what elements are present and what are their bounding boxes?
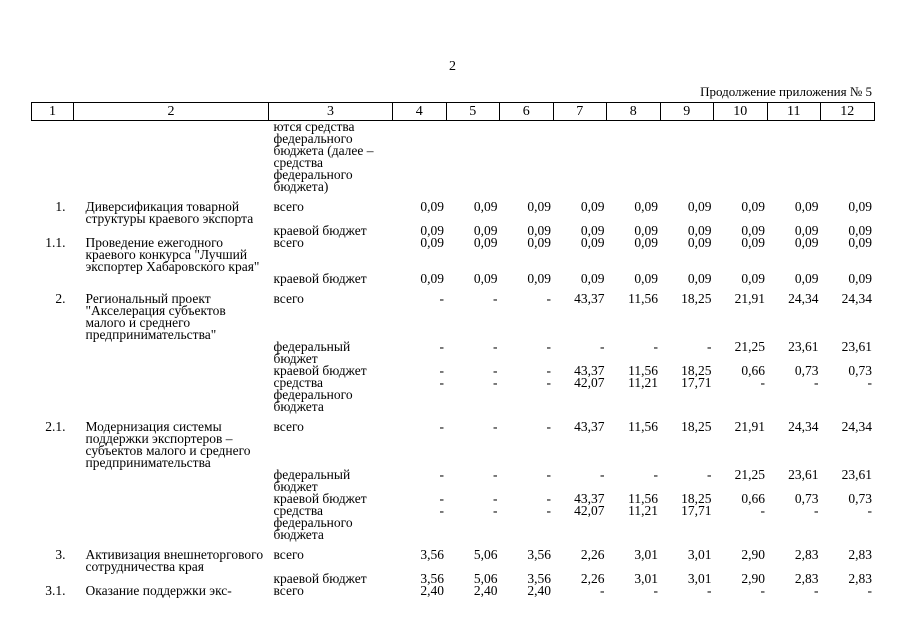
value-cell: 21,91 [734,291,765,306]
value-cell: 43,37 [574,419,605,434]
value-cell: 0,09 [741,271,765,286]
value-cell: - [707,339,712,354]
column-header: 4 [393,103,447,121]
value-cell: - [546,339,551,354]
row-number: 3.1. [45,583,66,598]
value-cell: 0,09 [473,235,498,250]
row-number [32,365,74,377]
value-cell: - [546,503,551,518]
value-cell: 42,07 [574,375,605,390]
value-cell: 2,40 [473,583,498,598]
value-cell: 3,56 [527,571,551,586]
value-cell: - [439,363,444,378]
value-cell: 21,91 [734,419,765,434]
value-cell: 23,61 [841,467,872,482]
value-cell: 0,09 [634,223,658,238]
measure-name [74,469,269,493]
value-cell: 23,61 [841,339,872,354]
funding-source: краевой бюджет [273,271,367,286]
column-header: 10 [714,103,768,121]
value-cell: - [867,375,872,390]
measure-name [74,377,269,413]
value-cell: - [439,467,444,482]
measure-name [74,341,269,365]
table-row [32,413,875,469]
value-cell: 24,34 [788,291,819,306]
table-body [32,121,875,598]
value-cell: 0,09 [794,199,819,214]
value-cell: - [493,339,498,354]
value-cell: - [546,291,551,306]
value-cell: 21,25 [734,467,765,482]
value-cell: - [493,467,498,482]
value-cell: 17,71 [681,503,712,518]
measure-name [74,365,269,377]
value-cell [500,121,554,194]
row-number [32,273,74,285]
value-cell: - [493,291,498,306]
value-cell: - [493,503,498,518]
value-cell: 0,09 [794,223,819,238]
column-number-row [32,103,875,121]
value-cell: 24,34 [788,419,819,434]
table-row [32,365,875,377]
value-cell: - [600,583,605,598]
value-cell: 0,09 [741,235,765,250]
value-cell: 0,09 [687,223,712,238]
value-cell: 18,25 [681,363,712,378]
table-row [32,237,875,273]
value-cell: 0,09 [420,235,444,250]
table-row [32,273,875,285]
table-row [32,505,875,541]
value-cell: - [439,491,444,506]
value-cell: 0,09 [848,271,872,286]
funding-source: федеральный бюджет [273,467,351,494]
funding-source: всего [273,547,304,562]
value-cell: 2,40 [527,583,551,598]
funding-source: краевой бюджет [273,363,367,378]
measure-name: Диверсификация товарной структуры краевого экспорта [85,199,254,226]
table-row [32,121,875,194]
page-number: 2 [449,59,456,74]
value-cell: 2,26 [580,547,605,562]
value-cell: - [653,467,658,482]
value-cell: 0,09 [473,223,498,238]
value-cell: 2,40 [420,583,444,598]
value-cell: 17,71 [681,375,712,390]
value-cell [553,121,607,194]
value-cell: 43,37 [574,363,605,378]
value-cell: - [546,375,551,390]
value-cell: - [707,467,712,482]
value-cell: 3,56 [527,547,551,562]
value-cell: 5,06 [473,547,498,562]
value-cell: 24,34 [841,291,872,306]
value-cell: 0,66 [741,491,765,506]
column-header: 6 [500,103,554,121]
value-cell: - [546,491,551,506]
value-cell [660,121,714,194]
value-cell: 3,01 [634,547,658,562]
table-row [32,377,875,413]
value-cell: 0,09 [687,271,712,286]
value-cell: 0,73 [848,363,872,378]
measure-name [74,273,269,285]
value-cell [446,121,500,194]
measure-name [74,505,269,541]
value-cell: - [814,375,819,390]
value-cell: 0,09 [687,235,712,250]
column-header: 8 [607,103,661,121]
value-cell: - [439,339,444,354]
column-header: 3 [269,103,393,121]
table-row [32,341,875,365]
funding-source: федеральный бюджет [273,339,351,366]
row-number: 3. [55,547,66,562]
column-header: 11 [767,103,821,121]
column-header: 1 [32,103,74,121]
value-cell: 43,37 [574,491,605,506]
funding-source: краевой бюджет [273,223,367,238]
value-cell: 0,09 [848,199,872,214]
value-cell: 0,09 [848,235,872,250]
value-cell: 18,25 [681,491,712,506]
value-cell: - [493,419,498,434]
measure-name [74,121,269,194]
value-cell: 11,56 [628,419,658,434]
value-cell: - [546,363,551,378]
value-cell: - [493,375,498,390]
table-row [32,469,875,493]
value-cell: 0,09 [687,199,712,214]
value-cell: 0,09 [420,271,444,286]
value-cell: 0,73 [794,363,819,378]
value-cell: 0,09 [634,235,658,250]
funding-source: всего [273,419,304,434]
budget-table [31,102,875,597]
value-cell: 42,07 [574,503,605,518]
value-cell: - [493,491,498,506]
funding-source: краевой бюджет [273,491,367,506]
table-row [32,193,875,225]
funding-source: всего [273,199,304,214]
value-cell: - [867,583,872,598]
value-cell: - [493,363,498,378]
value-cell: 2,83 [794,571,819,586]
value-cell [821,121,875,194]
value-cell: 23,61 [788,339,819,354]
value-cell: 0,09 [527,235,551,250]
value-cell: 11,56 [628,291,658,306]
column-header: 2 [74,103,269,121]
value-cell: - [439,503,444,518]
measure-name [74,493,269,505]
value-cell: 2,26 [580,571,605,586]
measure-name: Региональный проект "Акселерация субъектов малого и среднего предпринимательства" [85,291,226,342]
table-row [32,585,875,597]
funding-source: средства федерального бюджета [273,375,353,414]
row-number [32,121,74,194]
value-cell: 0,09 [473,271,498,286]
value-cell: 3,01 [687,571,712,586]
value-cell: - [814,503,819,518]
funding-source: всего [273,235,304,250]
value-cell: 0,09 [580,223,605,238]
value-cell [714,121,768,194]
value-cell: - [707,583,712,598]
column-header: 9 [660,103,714,121]
value-cell: 2,90 [741,547,765,562]
value-cell: 0,09 [527,223,551,238]
column-header: 5 [446,103,500,121]
value-cell: - [439,375,444,390]
value-cell: 23,61 [788,467,819,482]
value-cell: - [760,503,765,518]
value-cell: 18,25 [681,419,712,434]
value-cell: 43,37 [574,291,605,306]
value-cell: 0,09 [580,199,605,214]
value-cell: 11,56 [628,363,658,378]
value-cell: 0,09 [794,235,819,250]
column-header: 12 [821,103,875,121]
value-cell: 0,73 [794,491,819,506]
row-number: 2. [55,291,66,306]
column-header: 7 [553,103,607,121]
value-cell: 0,09 [420,223,444,238]
value-cell: 0,09 [634,199,658,214]
value-cell: 0,09 [741,223,765,238]
value-cell: - [439,419,444,434]
table-row [32,493,875,505]
value-cell: 3,01 [687,547,712,562]
row-number [32,377,74,413]
appendix-continuation-note: Продолжение приложения № 5 [700,84,872,99]
value-cell: 0,09 [741,199,765,214]
funding-source: ются средства федерального бюджета (далее – средства федерального бюджета) [273,119,374,194]
value-cell: 0,09 [580,271,605,286]
value-cell: 2,90 [741,571,765,586]
value-cell: 2,83 [794,547,819,562]
value-cell: - [600,339,605,354]
value-cell: - [439,291,444,306]
value-cell: 0,73 [848,491,872,506]
value-cell: - [760,583,765,598]
value-cell: - [546,419,551,434]
value-cell: 11,56 [628,491,658,506]
value-cell: - [814,583,819,598]
value-cell: - [653,339,658,354]
measure-name: Оказание поддержки экс- [85,583,232,598]
row-number: 2.1. [45,419,66,434]
value-cell: 3,56 [420,547,444,562]
funding-source: всего [273,583,304,598]
value-cell: 11,21 [628,375,658,390]
value-cell [767,121,821,194]
row-number [32,493,74,505]
value-cell: 0,09 [473,199,498,214]
value-cell: - [760,375,765,390]
value-cell: - [867,503,872,518]
value-cell: 0,09 [794,271,819,286]
value-cell: 0,66 [741,363,765,378]
value-cell: 3,01 [634,571,658,586]
row-number [32,505,74,541]
value-cell: 0,09 [420,199,444,214]
measure-name: Проведение ежегодного краевого конкурса "Лучший экспортер Хабаровского края" [85,235,260,274]
measure-name: Модернизация системы поддержки экспортеров – субъектов малого и среднего предпринимательства [85,419,251,470]
value-cell: 0,09 [527,199,551,214]
value-cell: 11,21 [628,503,658,518]
value-cell [393,121,447,194]
value-cell [607,121,661,194]
funding-source: средства федерального бюджета [273,503,353,542]
value-cell: 0,09 [527,271,551,286]
value-cell: 2,83 [848,547,872,562]
table-row [32,285,875,341]
value-cell: - [600,467,605,482]
value-cell: 18,25 [681,291,712,306]
row-number: 1.1. [45,235,66,250]
table-row [32,541,875,573]
value-cell: 2,83 [848,571,872,586]
funding-source: краевой бюджет [273,571,367,586]
value-cell: 3,56 [420,571,444,586]
value-cell: - [653,583,658,598]
value-cell: 0,09 [580,235,605,250]
value-cell: 0,09 [634,271,658,286]
measure-name: Активизация внешнеторгового сотрудничества края [85,547,264,574]
value-cell: - [546,467,551,482]
row-number [32,469,74,493]
value-cell: 0,09 [848,223,872,238]
value-cell: 24,34 [841,419,872,434]
row-number: 1. [55,199,66,214]
value-cell: 21,25 [734,339,765,354]
funding-source: всего [273,291,304,306]
row-number [32,341,74,365]
value-cell: 5,06 [473,571,498,586]
